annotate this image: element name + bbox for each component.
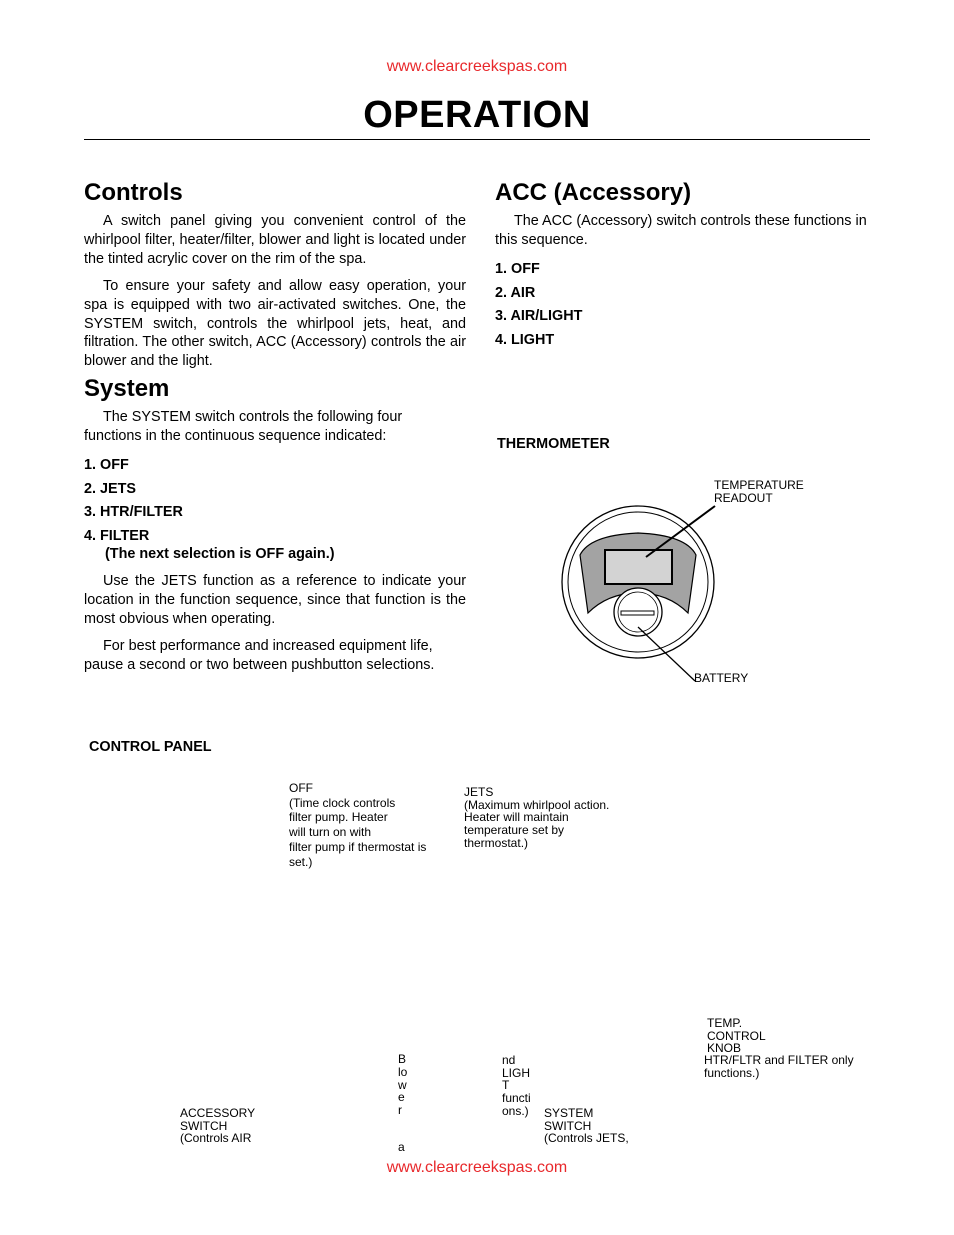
acc-item-air: 2. AIR	[495, 284, 536, 301]
thermometer-illustration	[550, 495, 770, 695]
system-sequence-note: (The next selection is OFF again.)	[105, 546, 335, 562]
htr-fltr-note: HTR/FLTR and FILTER only functions.)	[704, 1053, 854, 1080]
system-intro: The SYSTEM switch controls the following four functions in the continuous sequence indicated:	[84, 409, 403, 444]
temp-control-knob-callout: TEMP. CONTROL KNOB	[707, 1016, 766, 1056]
temperature-readout-display	[605, 550, 672, 584]
page-title: OPERATION	[363, 94, 591, 136]
system-switch-callout: SYSTEM SWITCH (Controls JETS,	[544, 1106, 629, 1146]
battery-label: BATTERY	[694, 671, 749, 685]
controls-heading: Controls	[84, 179, 183, 206]
controls-paragraph-2: To ensure your safety and allow easy operation, your spa is equipped with two air-activated switches. One, the SYSTEM switch, controls the whirlpool jets, heat, and filtration. The other switch, ACC (Accessory) controls the air blower and the light.	[84, 278, 466, 370]
blower-vertical-text: Blower	[398, 1052, 408, 1118]
system-paragraph-1: Use the JETS function as a reference to indicate your location in the function sequence, since that function is the most obvious when operating.	[84, 573, 466, 627]
system-item-off: 1. OFF	[84, 457, 129, 473]
acc-function-list	[495, 261, 582, 355]
thermometer-label: THERMOMETER	[497, 436, 610, 452]
accessory-switch-callout: ACCESSORY SWITCH (Controls AIR	[180, 1106, 256, 1146]
battery-slot	[621, 611, 654, 615]
blower-and-fragment: a	[398, 1140, 405, 1154]
acc-intro: The ACC (Accessory) switch controls these functions in this sequence.	[495, 213, 867, 248]
system-item-jets: 2. JETS	[84, 480, 136, 497]
system-function-list	[84, 457, 183, 551]
header-url[interactable]: www.clearcreekspas.com	[386, 58, 568, 75]
system-heading: System	[84, 375, 170, 402]
controls-paragraph-1: A switch panel giving you convenient control of the whirlpool filter, heater/filter, blower and light is located under the tinted acrylic cover on the rim of the spa.	[84, 213, 466, 267]
system-paragraph-2: For best performance and increased equipment life, pause a second or two between pushbutton selections.	[84, 638, 435, 673]
control-panel-label: CONTROL PANEL	[89, 739, 212, 755]
acc-item-air-light: 3. AIR/LIGHT	[495, 308, 583, 324]
acc-heading: ACC (Accessory)	[495, 179, 692, 206]
footer-url[interactable]: www.clearcreekspas.com	[386, 1159, 568, 1176]
system-item-filter: 4. FILTER	[84, 527, 150, 544]
jets-callout: JETS (Maximum whirlpool action. Heater will maintain temperature set by thermostat.)	[464, 785, 610, 850]
temperature-readout-label: TEMPERATURE READOUT	[714, 478, 804, 505]
title-divider	[84, 139, 870, 140]
off-callout: OFF (Time clock controls filter pump. Heater will turn on with filter pump if thermostat is set.)	[289, 781, 427, 869]
acc-item-light: 4. LIGHT	[495, 331, 555, 348]
system-item-htr-filter: 3. HTR/FILTER	[84, 504, 183, 520]
light-functions-fragment: nd LIGH T functi ons.)	[502, 1053, 531, 1118]
acc-item-off: 1. OFF	[495, 261, 540, 277]
